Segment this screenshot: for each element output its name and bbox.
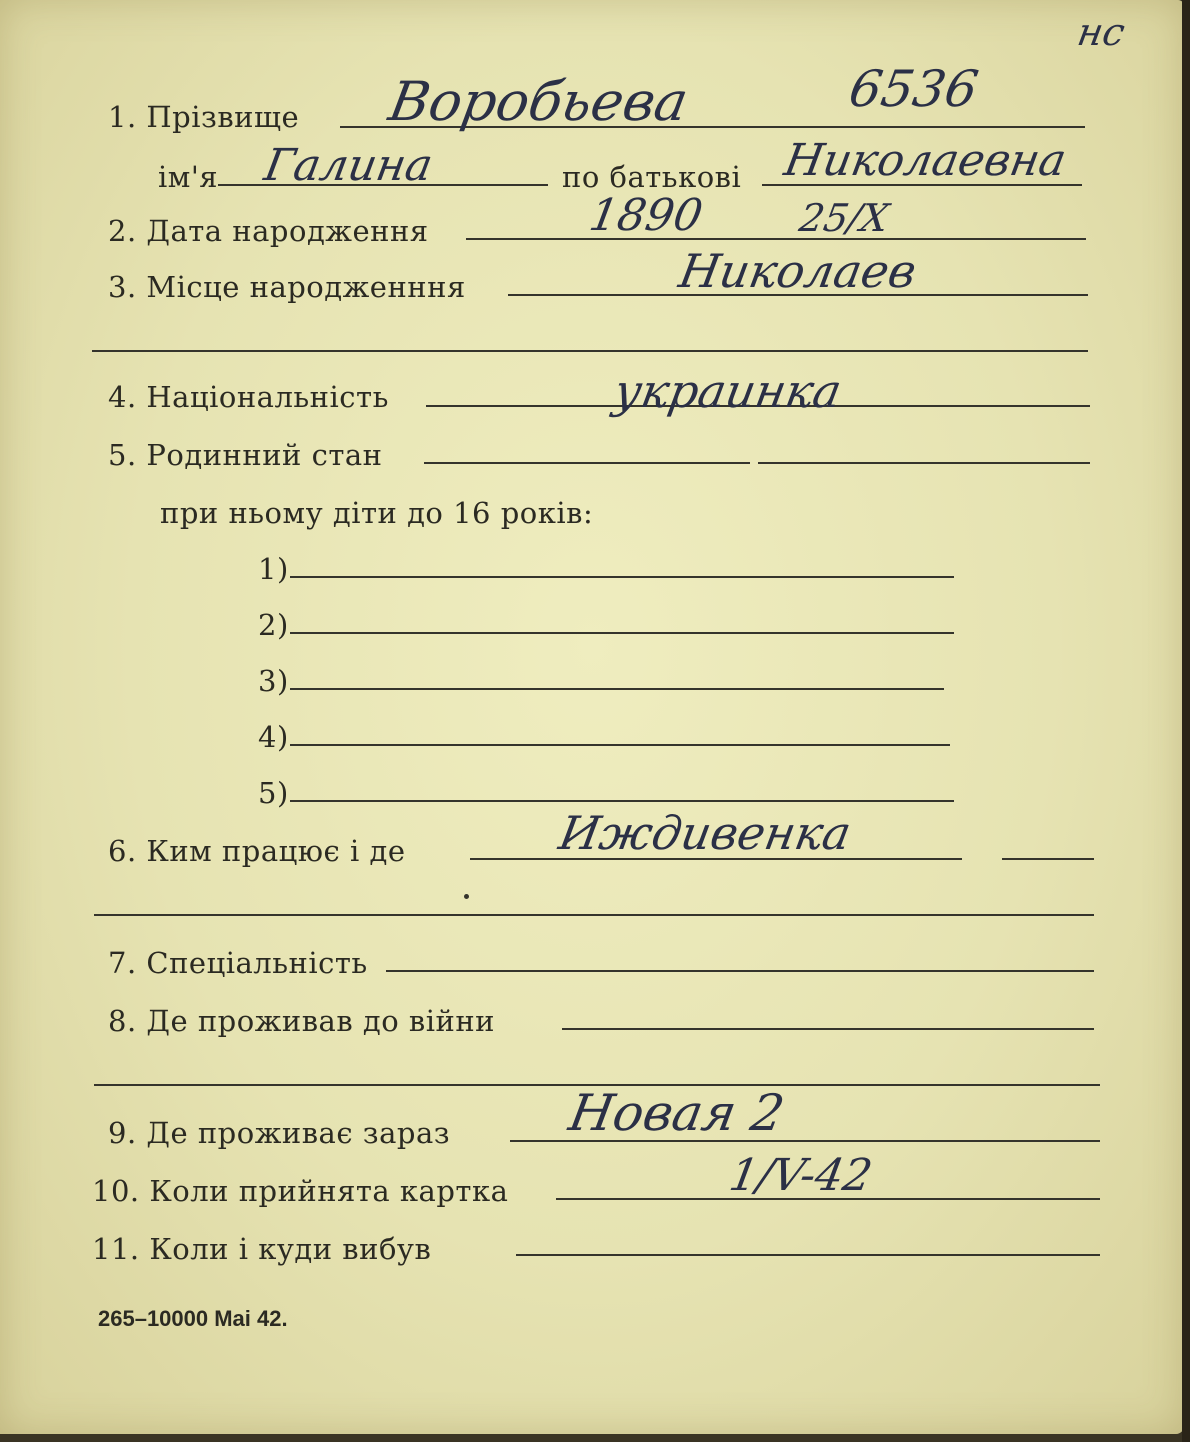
nationality-label: 4. Національність — [108, 380, 389, 414]
print-run-note: 265–10000 Mai 42. — [98, 1306, 288, 1331]
child-5-line — [290, 800, 954, 802]
occupation-value: Иждивенка — [555, 806, 856, 860]
birthdate-label: 2. Дата народження — [108, 214, 429, 248]
child-2-line — [290, 632, 954, 634]
child-3-line — [290, 688, 944, 690]
departure-line — [516, 1254, 1100, 1256]
card-edge — [1182, 0, 1190, 1442]
child-4-label: 4) — [258, 720, 289, 754]
patronymic-label: по батькові — [562, 160, 742, 194]
child-3-label: 3) — [258, 664, 289, 698]
ink-dot — [464, 894, 469, 899]
specialty-label: 7. Спеціальність — [108, 946, 368, 980]
specialty-line — [386, 970, 1094, 972]
child-5-label: 5) — [258, 776, 289, 810]
child-4-line — [290, 744, 950, 746]
marital-status-label: 5. Родинний стан — [108, 438, 383, 472]
occupation-line-3 — [94, 914, 1094, 916]
prewar-residence-label: 8. Де проживав до війни — [108, 1004, 495, 1038]
departure-label: 11. Коли і куди вибув — [92, 1232, 432, 1266]
name-value: Галина — [260, 140, 437, 191]
birthdate-line — [466, 238, 1086, 240]
card-accepted-label: 10. Коли прийнята картка — [92, 1174, 509, 1208]
marital-status-line-1 — [424, 462, 750, 464]
child-2-label: 2) — [258, 608, 289, 642]
children-label: при ньому діти до 16 років: — [160, 496, 594, 530]
birthplace-value: Николаев — [675, 244, 921, 298]
child-1-label: 1) — [258, 552, 289, 586]
birth-year: 1890 — [585, 190, 707, 241]
surname-label: 1. Прізвище — [108, 100, 300, 134]
occupation-line-2 — [1002, 858, 1094, 860]
name-label: ім'я — [158, 160, 219, 194]
birth-day-month: 25/X — [796, 196, 893, 240]
corner-note: нс — [1074, 10, 1129, 54]
marital-status-line-2 — [758, 462, 1090, 464]
prewar-residence-line-1 — [562, 1028, 1094, 1030]
current-residence-value: Новая 2 — [564, 1084, 789, 1142]
card-accepted-value: 1/V-42 — [725, 1150, 876, 1201]
occupation-label: 6. Ким працює і де — [108, 834, 406, 868]
birthplace-label: 3. Місце народженння — [108, 270, 466, 304]
nationality-value: украинка — [610, 364, 846, 418]
surname-value: Воробьева — [384, 70, 693, 133]
current-residence-label: 9. Де проживає зараз — [108, 1116, 451, 1150]
birthplace-line-2 — [92, 350, 1088, 352]
patronymic-value: Николаевна — [780, 135, 1071, 186]
card-number: 6536 — [844, 60, 983, 118]
child-1-line — [290, 576, 954, 578]
